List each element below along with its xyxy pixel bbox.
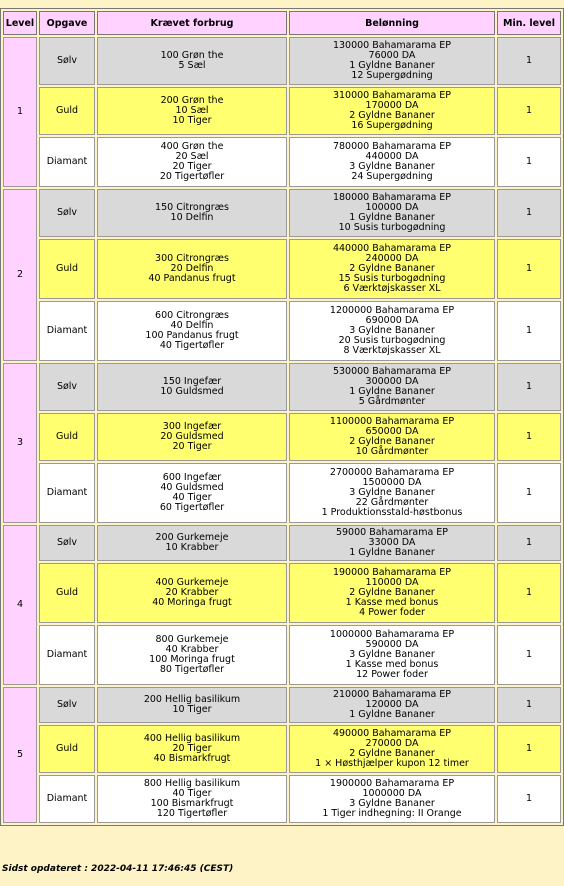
reward-cell (289, 301, 495, 361)
task-type-cell: Sølv (39, 525, 95, 561)
task-row (3, 563, 561, 623)
reward-cell (289, 625, 495, 685)
min-level-cell: 1 (497, 301, 561, 361)
reward-item: 190000 Bahamarama EP (332, 567, 452, 578)
required-item: 300 Citrongræs (155, 253, 229, 264)
reward-cell (289, 413, 495, 461)
required-consumption-cell (97, 625, 287, 685)
reward-item: 210000 Bahamarama EP (332, 689, 452, 700)
task-type-cell: Guld (39, 239, 95, 299)
reward-item: 440000 Bahamarama EP (332, 243, 452, 254)
level-cell: 3 (3, 363, 37, 523)
reward-item: 22 Gårdmønter (355, 497, 429, 508)
required-item: 10 Guldsmed (160, 386, 224, 397)
task-type-cell: Sølv (39, 687, 95, 723)
required-consumption-cell (97, 563, 287, 623)
reward-item: 130000 Bahamarama EP (332, 40, 452, 51)
task-row (3, 239, 561, 299)
reward-item: 530000 Bahamarama EP (332, 366, 452, 377)
reward-cell (289, 525, 495, 561)
task-row (3, 687, 561, 723)
required-item: 100 Pandanus frugt (145, 330, 239, 341)
task-row (3, 87, 561, 135)
reward-item: 24 Supergødning (351, 171, 433, 182)
reward-item: 3 Gyldne Bananer (349, 325, 435, 336)
reward-item: 1 Gyldne Bananer (349, 547, 435, 558)
task-row (3, 463, 561, 523)
required-item: 20 Guldsmed (160, 431, 224, 442)
reward-item: 10 Gårdmønter (355, 446, 429, 457)
required-item: 400 Gurkemeje (155, 577, 229, 588)
task-type-cell: Guld (39, 413, 95, 461)
min-level-cell: 1 (497, 525, 561, 561)
required-item: 100 Moringa frugt (149, 654, 235, 665)
required-item: 40 Tiger (172, 788, 212, 799)
reward-item: 1 Produktionsstald-høstbonus (321, 507, 463, 518)
reward-item: 10 Susis turbogødning (338, 222, 446, 233)
reward-item: 1900000 Bahamarama EP (329, 778, 455, 789)
task-type-cell: Guld (39, 87, 95, 135)
required-item: 20 Tiger (172, 441, 212, 452)
required-consumption-cell (97, 189, 287, 237)
reward-item: 8 Værktøjskasser XL (343, 345, 441, 356)
reward-item: 590000 DA (365, 639, 419, 650)
min-level-cell: 1 (497, 137, 561, 187)
reward-item: 3 Gyldne Bananer (349, 487, 435, 498)
task-row (3, 725, 561, 773)
reward-item: 5 Gårdmønter (358, 396, 426, 407)
reward-item: 170000 DA (365, 100, 419, 111)
reward-item: 270000 DA (365, 738, 419, 749)
reward-item: 6 Værktøjskasser XL (343, 283, 441, 294)
reward-item: 16 Supergødning (351, 120, 433, 131)
required-item: 200 Grøn the (160, 95, 224, 106)
required-item: 800 Gurkemeje (155, 634, 229, 645)
required-item: 600 Citrongræs (155, 310, 229, 321)
required-item: 10 Delfin (170, 212, 214, 223)
reward-item: 180000 Bahamarama EP (332, 192, 452, 203)
reward-item: 300000 DA (365, 376, 419, 387)
reward-item: 76000 DA (368, 50, 416, 61)
reward-item: 120000 DA (365, 699, 419, 710)
required-item: 20 Delfin (170, 263, 214, 274)
required-item: 200 Gurkemeje (155, 532, 229, 543)
reward-cell (289, 563, 495, 623)
reward-item: 4 Power foder (359, 607, 425, 618)
required-item: 40 Krabber (165, 644, 219, 655)
reward-item: 100000 DA (365, 202, 419, 213)
reward-item: 1 Gyldne Bananer (349, 60, 435, 71)
reward-cell (289, 37, 495, 85)
required-item: 80 Tigertøfler (159, 664, 225, 675)
task-row (3, 37, 561, 85)
reward-item: 1 Kasse med bonus (345, 597, 439, 608)
required-item: 5 Sæl (178, 60, 206, 71)
task-type-cell: Guld (39, 725, 95, 773)
reward-item: 2 Gyldne Bananer (349, 436, 435, 447)
required-item: 10 Sæl (175, 105, 209, 116)
reward-item: 1 Gyldne Bananer (349, 386, 435, 397)
task-type-cell: Sølv (39, 37, 95, 85)
reward-item: 1000000 Bahamarama EP (329, 629, 455, 640)
min-level-cell: 1 (497, 87, 561, 135)
reward-cell (289, 189, 495, 237)
min-level-cell: 1 (497, 625, 561, 685)
required-consumption-cell (97, 137, 287, 187)
required-item: 600 Ingefær (162, 472, 222, 483)
task-row (3, 525, 561, 561)
reward-item: 2 Gyldne Bananer (349, 748, 435, 759)
task-row (3, 413, 561, 461)
task-type-cell: Sølv (39, 363, 95, 411)
required-consumption-cell (97, 413, 287, 461)
reward-cell (289, 687, 495, 723)
header-min-level: Min. level (497, 11, 561, 35)
required-consumption-cell (97, 239, 287, 299)
task-row (3, 189, 561, 237)
min-level-cell: 1 (497, 725, 561, 773)
required-consumption-cell (97, 463, 287, 523)
reward-item: 3 Gyldne Bananer (349, 798, 435, 809)
reward-cell (289, 463, 495, 523)
reward-cell (289, 363, 495, 411)
required-consumption-cell (97, 525, 287, 561)
reward-item: 1 Kasse med bonus (345, 659, 439, 670)
required-item: 40 Tiger (172, 492, 212, 503)
required-item: 20 Krabber (165, 587, 219, 598)
required-item: 10 Krabber (165, 542, 219, 553)
required-item: 100 Bismarkfrugt (150, 798, 234, 809)
rewards-table-container (0, 8, 555, 826)
rewards-table-body (3, 37, 561, 823)
header-required-consumption: Krævet forbrug (97, 11, 287, 35)
min-level-cell: 1 (497, 413, 561, 461)
min-level-cell: 1 (497, 463, 561, 523)
reward-item: 59000 Bahamarama EP (335, 527, 449, 538)
required-item: 400 Hellig basilikum (143, 733, 241, 744)
task-type-cell: Diamant (39, 775, 95, 823)
reward-item: 780000 Bahamarama EP (332, 141, 452, 152)
task-type-cell: Diamant (39, 137, 95, 187)
reward-cell (289, 775, 495, 823)
min-level-cell: 1 (497, 363, 561, 411)
reward-item: 1000000 DA (362, 788, 422, 799)
reward-item: 2 Gyldne Bananer (349, 263, 435, 274)
task-type-cell: Diamant (39, 625, 95, 685)
min-level-cell: 1 (497, 189, 561, 237)
header-task: Opgave (39, 11, 95, 35)
required-item: 20 Sæl (175, 151, 209, 162)
reward-item: 1200000 Bahamarama EP (329, 305, 455, 316)
required-consumption-cell (97, 37, 287, 85)
reward-cell (289, 137, 495, 187)
required-item: 100 Grøn the (160, 50, 224, 61)
task-row (3, 775, 561, 823)
reward-item: 440000 DA (365, 151, 419, 162)
reward-item: 1500000 DA (362, 477, 422, 488)
reward-item: 3 Gyldne Bananer (349, 649, 435, 660)
reward-item: 310000 Bahamarama EP (332, 90, 452, 101)
required-item: 40 Pandanus frugt (148, 273, 236, 284)
header-level: Level (3, 11, 37, 35)
reward-cell (289, 87, 495, 135)
reward-item: 1 Gyldne Bananer (349, 709, 435, 720)
required-item: 120 Tigertøfler (156, 808, 228, 819)
reward-item: 490000 Bahamarama EP (332, 728, 452, 739)
reward-item: 1100000 Bahamarama EP (329, 416, 455, 427)
header-row (3, 11, 561, 35)
header-reward: Belønning (289, 11, 495, 35)
required-item: 20 Tigertøfler (159, 171, 225, 182)
required-item: 300 Ingefær (162, 421, 222, 432)
required-item: 10 Tiger (172, 704, 212, 715)
required-item: 40 Tigertøfler (159, 340, 225, 351)
task-row (3, 363, 561, 411)
reward-item: 1 Gyldne Bananer (349, 212, 435, 223)
reward-item: 2700000 Bahamarama EP (329, 467, 455, 478)
task-type-cell: Diamant (39, 301, 95, 361)
level-cell: 1 (3, 37, 37, 187)
min-level-cell: 1 (497, 775, 561, 823)
required-item: 200 Hellig basilikum (143, 694, 241, 705)
required-consumption-cell (97, 725, 287, 773)
rewards-table (0, 8, 564, 826)
reward-item: 650000 DA (365, 426, 419, 437)
level-cell: 4 (3, 525, 37, 685)
level-cell: 2 (3, 189, 37, 361)
min-level-cell: 1 (497, 563, 561, 623)
task-type-cell: Diamant (39, 463, 95, 523)
min-level-cell: 1 (497, 239, 561, 299)
required-item: 10 Tiger (172, 115, 212, 126)
reward-item: 1 × Høsthjælper kupon 12 timer (315, 758, 469, 769)
required-item: 40 Guldsmed (160, 482, 224, 493)
required-consumption-cell (97, 301, 287, 361)
last-updated-text: Sidst opdateret : 2022-04-11 17:46:45 (CEST) (2, 864, 234, 874)
reward-item: 110000 DA (365, 577, 419, 588)
reward-item: 15 Susis turbogødning (338, 273, 446, 284)
task-row (3, 137, 561, 187)
required-consumption-cell (97, 687, 287, 723)
reward-item: 20 Susis turbogødning (338, 335, 446, 346)
task-type-cell: Guld (39, 563, 95, 623)
reward-item: 3 Gyldne Bananer (349, 161, 435, 172)
required-item: 40 Bismarkfrugt (153, 753, 231, 764)
reward-item: 2 Gyldne Bananer (349, 110, 435, 121)
reward-item: 12 Supergødning (351, 70, 433, 81)
reward-item: 690000 DA (365, 315, 419, 326)
required-item: 150 Citrongræs (155, 202, 229, 213)
reward-cell (289, 239, 495, 299)
task-row (3, 625, 561, 685)
level-cell: 5 (3, 687, 37, 823)
reward-item: 2 Gyldne Bananer (349, 587, 435, 598)
required-item: 40 Moringa frugt (152, 597, 232, 608)
reward-item: 33000 DA (368, 537, 416, 548)
required-item: 150 Ingefær (162, 376, 222, 387)
reward-item: 12 Power foder (356, 669, 428, 680)
required-item: 400 Grøn the (160, 141, 224, 152)
required-item: 60 Tigertøfler (159, 502, 225, 513)
reward-cell (289, 725, 495, 773)
required-consumption-cell (97, 363, 287, 411)
required-item: 20 Tiger (172, 161, 212, 172)
task-type-cell: Sølv (39, 189, 95, 237)
min-level-cell: 1 (497, 37, 561, 85)
min-level-cell: 1 (497, 687, 561, 723)
reward-item: 1 Tiger indhegning: II Orange (322, 808, 462, 819)
reward-item: 240000 DA (365, 253, 419, 264)
required-consumption-cell (97, 87, 287, 135)
required-consumption-cell (97, 775, 287, 823)
task-row (3, 301, 561, 361)
required-item: 800 Hellig basilikum (143, 778, 241, 789)
required-item: 40 Delfin (170, 320, 214, 331)
required-item: 20 Tiger (172, 743, 212, 754)
